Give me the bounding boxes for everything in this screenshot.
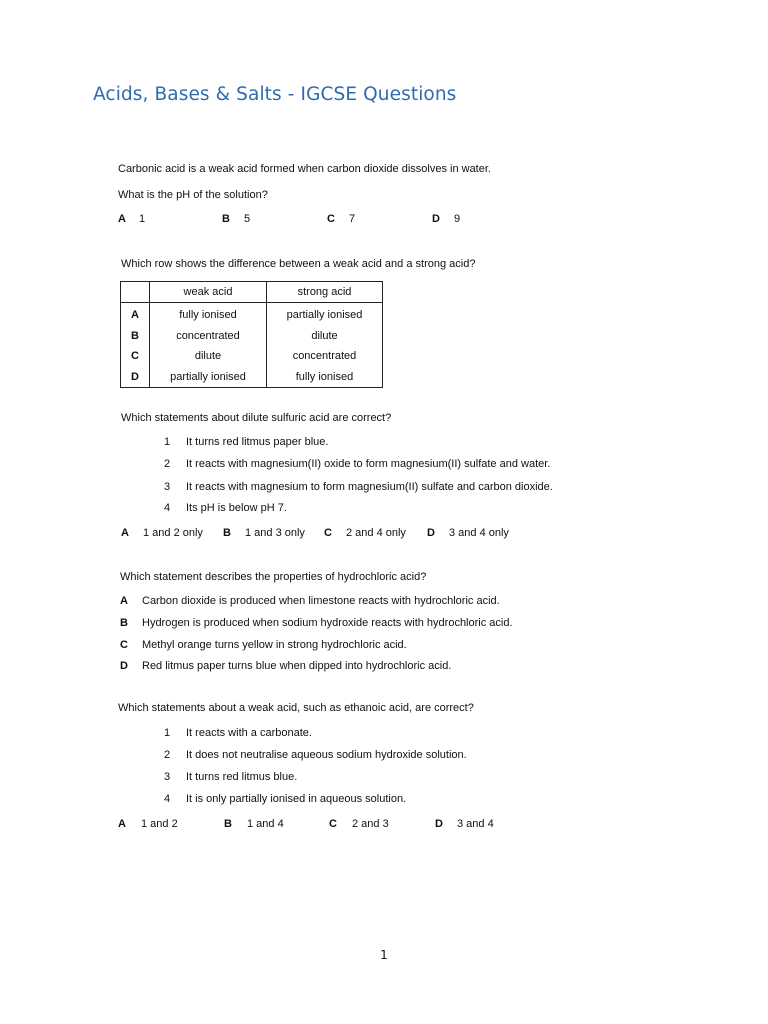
q2-header-strong-acid: strong acid	[267, 282, 383, 303]
table-row	[121, 303, 383, 326]
q2-header-weak-acid: weak acid	[150, 282, 267, 303]
q2-header-blank	[121, 282, 150, 303]
q1-option-d-letter: D	[432, 213, 440, 225]
q5-question: Which statements about a weak acid, such as ethanoic acid, are correct?	[118, 702, 474, 714]
q2-row-strong: fully ionised	[267, 367, 383, 388]
q1-stem: Carbonic acid is a weak acid formed when carbon dioxide dissolves in water.	[118, 163, 491, 175]
q3-statement-number: 1	[164, 436, 171, 448]
q2-row-letter: C	[121, 346, 150, 367]
q1-option-d-text: 9	[454, 213, 461, 225]
q1-option-c-text: 7	[349, 213, 356, 225]
q2-question: Which row shows the difference between a weak acid and a strong acid?	[121, 258, 476, 270]
table-row	[121, 367, 383, 388]
q3-question: Which statements about dilute sulfuric acid are correct?	[121, 412, 392, 424]
q2-row-weak: dilute	[150, 346, 267, 367]
q5-option-d-text: 3 and 4	[457, 818, 494, 830]
q5-statement-number: 1	[164, 727, 171, 739]
q1-option-b-text: 5	[244, 213, 251, 225]
q4-question: Which statement describes the properties of hydrochloric acid?	[120, 571, 427, 583]
q3-statement-text: It turns red litmus paper blue.	[186, 436, 329, 448]
q5-statement-text: It is only partially ionised in aqueous solution.	[186, 793, 407, 805]
q2-row-letter: A	[121, 303, 150, 326]
page-number: 1	[380, 948, 388, 962]
q5-option-a-letter: A	[118, 818, 126, 830]
q5-option-a-text: 1 and 2	[141, 818, 178, 830]
q3-statement-number: 2	[164, 458, 171, 470]
q4-option-d-letter: D	[120, 660, 128, 672]
q5-statement-number: 4	[164, 793, 171, 805]
q3-statement-text: It reacts with magnesium to form magnesium(II) sulfate and carbon dioxide.	[186, 481, 553, 493]
q1-question: What is the pH of the solution?	[118, 189, 268, 201]
q3-option-d-text: 3 and 4 only	[449, 527, 509, 539]
q2-row-weak: partially ionised	[150, 367, 267, 388]
q1-option-c-letter: C	[327, 213, 335, 225]
q2-row-weak: concentrated	[150, 326, 267, 347]
q5-option-d-letter: D	[435, 818, 443, 830]
q2-row-strong: dilute	[267, 326, 383, 347]
q3-statement-number: 4	[164, 502, 171, 514]
q4-option-c-letter: C	[120, 639, 128, 651]
q5-statement-text: It does not neutralise aqueous sodium hydroxide solution.	[186, 749, 467, 761]
q3-option-b-letter: B	[223, 527, 231, 539]
q5-option-c-letter: C	[329, 818, 337, 830]
q5-option-b-letter: B	[224, 818, 232, 830]
q5-statement-number: 2	[164, 749, 171, 761]
q5-statement-number: 3	[164, 771, 171, 783]
q2-row-strong: concentrated	[267, 346, 383, 367]
q4-option-b-text: Hydrogen is produced when sodium hydroxide reacts with hydrochloric acid.	[142, 617, 513, 629]
q3-option-c-letter: C	[324, 527, 332, 539]
q2-row-strong: partially ionised	[267, 303, 383, 326]
q3-option-c-text: 2 and 4 only	[346, 527, 406, 539]
q1-option-a-text: 1	[139, 213, 146, 225]
page-title: Acids, Bases & Salts - IGCSE Questions	[93, 84, 457, 105]
q2-row-weak: fully ionised	[150, 303, 267, 326]
q2-row-letter: B	[121, 326, 150, 347]
q3-statement-text: Its pH is below pH 7.	[186, 502, 287, 514]
q5-option-b-text: 1 and 4	[247, 818, 284, 830]
q3-option-a-letter: A	[121, 527, 129, 539]
q4-option-b-letter: B	[120, 617, 128, 629]
q3-option-d-letter: D	[427, 527, 435, 539]
q5-statement-text: It reacts with a carbonate.	[186, 727, 312, 739]
q5-option-c-text: 2 and 3	[352, 818, 389, 830]
q4-option-d-text: Red litmus paper turns blue when dipped into hydrochloric acid.	[142, 660, 452, 672]
q3-statement-text: It reacts with magnesium(II) oxide to form magnesium(II) sulfate and water.	[186, 458, 551, 470]
q3-statement-number: 3	[164, 481, 171, 493]
q4-option-a-letter: A	[120, 595, 128, 607]
q1-option-b-letter: B	[222, 213, 230, 225]
q1-option-a-letter: A	[118, 213, 126, 225]
q4-option-c-text: Methyl orange turns yellow in strong hydrochloric acid.	[142, 639, 407, 651]
q2-table-header-row	[121, 282, 383, 303]
q3-option-a-text: 1 and 2 only	[143, 527, 203, 539]
q5-statement-text: It turns red litmus blue.	[186, 771, 298, 783]
q4-option-a-text: Carbon dioxide is produced when limestone reacts with hydrochloric acid.	[142, 595, 500, 607]
q2-row-letter: D	[121, 367, 150, 388]
table-row	[121, 326, 383, 347]
q3-option-b-text: 1 and 3 only	[245, 527, 305, 539]
table-row	[121, 346, 383, 367]
q2-answer-table	[120, 281, 383, 388]
